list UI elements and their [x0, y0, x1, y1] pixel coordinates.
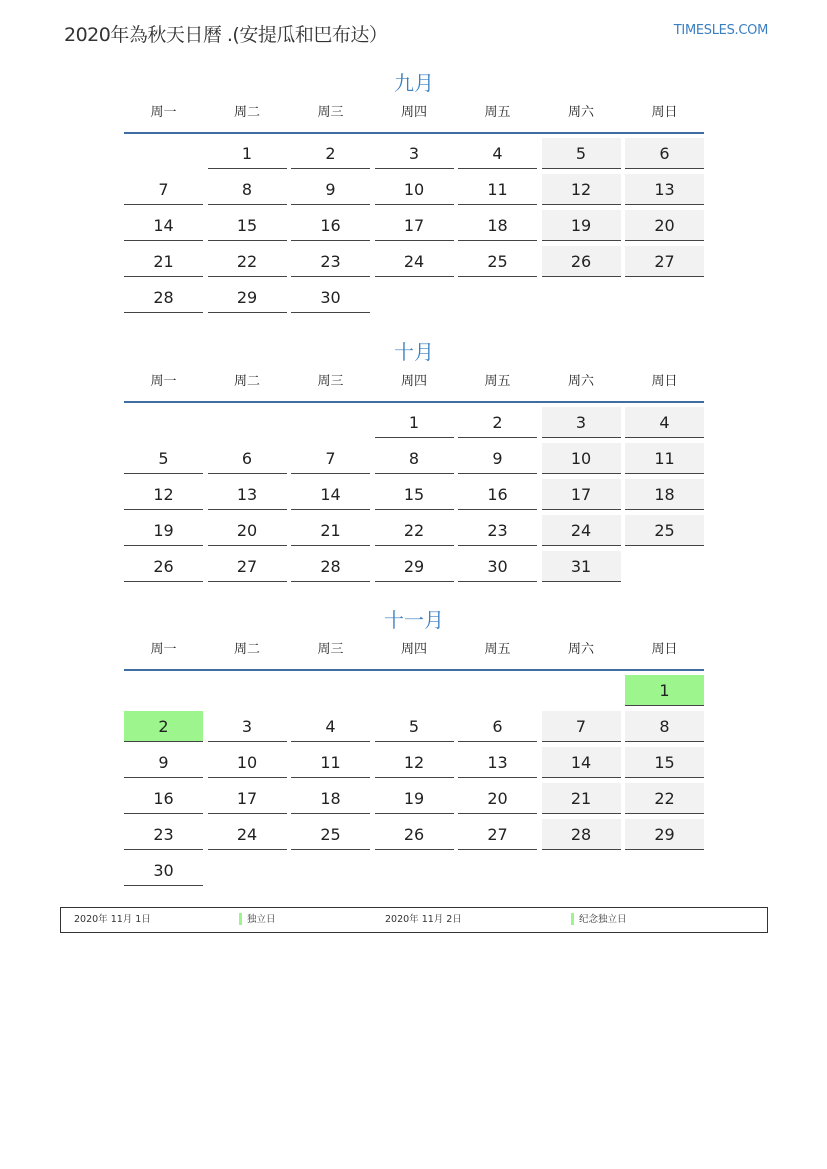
weekday-label: 周五 [484, 105, 511, 120]
holiday-color-marker [571, 913, 574, 925]
week-row [124, 282, 704, 313]
weekday-label: 周二 [233, 105, 260, 120]
day-cell[interactable]: 27 [458, 819, 537, 850]
day-cell[interactable]: 3 [375, 138, 454, 169]
empty-day-cell [124, 138, 203, 169]
empty-day-cell [625, 282, 704, 313]
day-cell[interactable]: 2 [458, 407, 537, 438]
day-cell[interactable]: 25 [625, 515, 704, 546]
day-cell[interactable]: 17 [208, 783, 287, 814]
day-cell[interactable]: 1 [208, 138, 287, 169]
day-cell[interactable]: 29 [625, 819, 704, 850]
day-cell[interactable]: 7 [124, 174, 203, 205]
weekday-label: 周二 [233, 642, 260, 657]
empty-day-cell [208, 855, 287, 886]
day-cell[interactable]: 9 [124, 747, 203, 778]
day-cell[interactable]: 2 [291, 138, 370, 169]
site-link[interactable]: TIMESLES.COM [673, 23, 768, 38]
day-cell[interactable]: 3 [542, 407, 621, 438]
day-cell[interactable]: 6 [625, 138, 704, 169]
weekday-header [124, 102, 704, 134]
day-cell[interactable]: 4 [458, 138, 537, 169]
day-cell[interactable]: 7 [291, 443, 370, 474]
day-cell[interactable]: 3 [208, 711, 287, 742]
day-cell[interactable]: 25 [458, 246, 537, 277]
day-cell[interactable]: 21 [124, 246, 203, 277]
day-cell[interactable]: 16 [124, 783, 203, 814]
day-cell[interactable]: 5 [375, 711, 454, 742]
day-cell[interactable]: 29 [208, 282, 287, 313]
empty-day-cell [458, 675, 537, 706]
week-row [124, 443, 704, 474]
day-cell[interactable]: 27 [625, 246, 704, 277]
day-cell[interactable]: 4 [291, 711, 370, 742]
day-cell[interactable]: 14 [124, 210, 203, 241]
day-cell[interactable]: 22 [375, 515, 454, 546]
empty-day-cell [542, 675, 621, 706]
weekday-label: 周三 [317, 374, 344, 389]
day-cell[interactable]: 5 [124, 443, 203, 474]
legend-holiday-name: 纪念独立日 [579, 914, 627, 925]
day-cell[interactable]: 11 [291, 747, 370, 778]
month-title: 九月 [394, 71, 434, 95]
week-row [124, 138, 704, 169]
day-cell[interactable]: 16 [291, 210, 370, 241]
day-cell[interactable]: 7 [542, 711, 621, 742]
weekday-label: 周六 [567, 642, 594, 657]
week-row [124, 855, 704, 886]
day-cell[interactable]: 28 [124, 282, 203, 313]
day-cell[interactable]: 23 [124, 819, 203, 850]
day-cell[interactable]: 13 [208, 479, 287, 510]
month-title: 十月 [394, 340, 434, 364]
week-row [124, 210, 704, 241]
legend-holiday [239, 908, 276, 932]
day-cell[interactable]: 27 [208, 551, 287, 582]
week-row [124, 747, 704, 778]
week-row [124, 551, 704, 582]
empty-day-cell [124, 407, 203, 438]
day-cell[interactable]: 24 [375, 246, 454, 277]
day-cell[interactable]: 5 [542, 138, 621, 169]
day-cell[interactable]: 23 [291, 246, 370, 277]
day-cell[interactable]: 12 [375, 747, 454, 778]
day-cell[interactable]: 11 [458, 174, 537, 205]
day-cell[interactable]: 6 [208, 443, 287, 474]
week-row [124, 246, 704, 277]
empty-day-cell [124, 675, 203, 706]
day-cell[interactable]: 9 [458, 443, 537, 474]
weekday-label: 周一 [150, 105, 177, 120]
day-cell[interactable]: 30 [291, 282, 370, 313]
empty-day-cell [208, 675, 287, 706]
empty-day-cell [375, 675, 454, 706]
day-cell[interactable]: 19 [124, 515, 203, 546]
day-cell[interactable]: 30 [124, 855, 203, 886]
week-row [124, 711, 704, 742]
week-row [124, 479, 704, 510]
day-cell[interactable]: 19 [542, 210, 621, 241]
day-cell[interactable]: 31 [542, 551, 621, 582]
week-row [124, 407, 704, 438]
holiday-legend [60, 907, 768, 933]
days-grid [124, 675, 704, 886]
day-cell[interactable]: 22 [625, 783, 704, 814]
day-cell[interactable]: 15 [375, 479, 454, 510]
day-cell[interactable]: 21 [291, 515, 370, 546]
week-row [124, 515, 704, 546]
empty-day-cell [291, 407, 370, 438]
day-cell[interactable]: 2 [124, 711, 203, 742]
empty-day-cell [625, 551, 704, 582]
page-title: 2020年為秋天日曆 .(安提瓜和巴布达） [64, 24, 388, 46]
day-cell[interactable]: 17 [375, 210, 454, 241]
month-calendar-october [124, 337, 704, 587]
day-cell[interactable]: 9 [291, 174, 370, 205]
weekday-label: 周日 [651, 105, 678, 120]
day-cell[interactable]: 15 [625, 747, 704, 778]
holiday-color-marker [239, 913, 242, 925]
weekday-header [124, 639, 704, 671]
day-cell[interactable]: 20 [208, 515, 287, 546]
empty-day-cell [375, 282, 454, 313]
day-cell[interactable]: 18 [291, 783, 370, 814]
day-cell[interactable]: 24 [542, 515, 621, 546]
month-calendar-september [124, 68, 704, 318]
day-cell[interactable]: 20 [625, 210, 704, 241]
weekday-label: 周五 [484, 374, 511, 389]
day-cell[interactable]: 30 [458, 551, 537, 582]
day-cell[interactable]: 12 [124, 479, 203, 510]
day-cell[interactable]: 22 [208, 246, 287, 277]
day-cell[interactable]: 1 [375, 407, 454, 438]
week-row [124, 783, 704, 814]
day-cell[interactable]: 6 [458, 711, 537, 742]
days-grid [124, 407, 704, 582]
empty-day-cell [291, 855, 370, 886]
day-cell[interactable]: 25 [291, 819, 370, 850]
weekday-label: 周四 [400, 642, 427, 657]
day-cell[interactable]: 8 [208, 174, 287, 205]
day-cell[interactable]: 26 [375, 819, 454, 850]
week-row [124, 819, 704, 850]
day-cell[interactable]: 14 [542, 747, 621, 778]
day-cell[interactable]: 8 [375, 443, 454, 474]
weekday-label: 周二 [233, 374, 260, 389]
legend-date: 2020年 11月 1日 [74, 914, 151, 925]
day-cell[interactable]: 17 [542, 479, 621, 510]
weekday-header [124, 371, 704, 403]
day-cell[interactable]: 10 [208, 747, 287, 778]
day-cell[interactable]: 13 [458, 747, 537, 778]
day-cell[interactable]: 23 [458, 515, 537, 546]
day-cell[interactable]: 20 [458, 783, 537, 814]
weekday-label: 周三 [317, 642, 344, 657]
day-cell[interactable]: 15 [208, 210, 287, 241]
weekday-label: 周四 [400, 105, 427, 120]
empty-day-cell [625, 855, 704, 886]
weekday-label: 周六 [567, 374, 594, 389]
empty-day-cell [208, 407, 287, 438]
day-cell[interactable]: 28 [542, 819, 621, 850]
day-cell[interactable]: 19 [375, 783, 454, 814]
day-cell[interactable]: 18 [625, 479, 704, 510]
legend-holiday [571, 908, 627, 932]
empty-day-cell [375, 855, 454, 886]
day-cell[interactable]: 4 [625, 407, 704, 438]
empty-day-cell [542, 282, 621, 313]
weekday-label: 周日 [651, 374, 678, 389]
day-cell[interactable]: 24 [208, 819, 287, 850]
weekday-label: 周五 [484, 642, 511, 657]
month-calendar-november [124, 605, 704, 891]
weekday-label: 周日 [651, 642, 678, 657]
month-title: 十一月 [384, 608, 444, 632]
legend-holiday-name: 独立日 [247, 914, 276, 925]
weekday-label: 周六 [567, 105, 594, 120]
week-row [124, 675, 704, 706]
day-cell[interactable]: 13 [625, 174, 704, 205]
day-cell[interactable]: 29 [375, 551, 454, 582]
weekday-label: 周四 [400, 374, 427, 389]
day-cell[interactable]: 11 [625, 443, 704, 474]
week-row [124, 174, 704, 205]
day-cell[interactable]: 16 [458, 479, 537, 510]
weekday-label: 周一 [150, 374, 177, 389]
day-cell[interactable]: 28 [291, 551, 370, 582]
day-cell[interactable]: 12 [542, 174, 621, 205]
day-cell[interactable]: 1 [625, 675, 704, 706]
day-cell[interactable]: 21 [542, 783, 621, 814]
day-cell[interactable]: 26 [124, 551, 203, 582]
legend-date: 2020年 11月 2日 [385, 914, 462, 925]
weekday-label: 周三 [317, 105, 344, 120]
day-cell[interactable]: 8 [625, 711, 704, 742]
day-cell[interactable]: 14 [291, 479, 370, 510]
day-cell[interactable]: 10 [375, 174, 454, 205]
days-grid [124, 138, 704, 313]
weekday-label: 周一 [150, 642, 177, 657]
day-cell[interactable]: 26 [542, 246, 621, 277]
day-cell[interactable]: 18 [458, 210, 537, 241]
empty-day-cell [542, 855, 621, 886]
empty-day-cell [458, 282, 537, 313]
empty-day-cell [291, 675, 370, 706]
empty-day-cell [458, 855, 537, 886]
day-cell[interactable]: 10 [542, 443, 621, 474]
